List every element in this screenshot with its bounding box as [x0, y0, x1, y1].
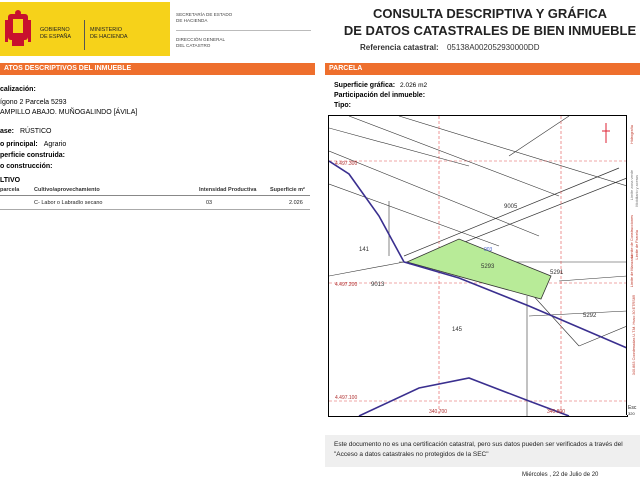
- table-divider: [0, 209, 310, 210]
- tipo-label: Tipo:: [334, 102, 351, 109]
- legend-zona-verde: Límite zona verde: [630, 170, 634, 201]
- coord-label: 340.700: [429, 409, 448, 415]
- table-divider: [0, 195, 310, 196]
- direccion-label: DIRECCIÓN GENERAL DEL CATASTRO: [176, 37, 226, 48]
- parcel-label: 9013: [371, 282, 385, 288]
- government-banner: [0, 2, 170, 56]
- participacion-label: Participación del inmueble:: [334, 92, 426, 99]
- anio-construccion-label: o construcción:: [0, 163, 53, 170]
- ministry-label: MINISTERIO DE HACIENDA: [90, 27, 128, 40]
- parcel-map[interactable]: [328, 115, 628, 417]
- localizacion-label: calización:: [0, 86, 36, 93]
- cultivo-label: LTIVO: [0, 177, 21, 184]
- coord-label: 4.497.300: [335, 161, 358, 167]
- parcel-label: 9005: [504, 204, 518, 210]
- map-canvas: [329, 116, 627, 416]
- clase-field: ase: RÚSTICO: [0, 128, 52, 135]
- north-arrow-icon: [599, 121, 613, 145]
- table-header-cultivo: Cultivo/aprovechamiento: [34, 187, 100, 193]
- legend-hidrografia: Hidrografía: [630, 125, 634, 144]
- coat-of-arms-icon: [4, 10, 32, 50]
- legend-parcela: Límite de Parcela: [635, 230, 639, 260]
- utm-coordinates: 340.863 Coordenadas U.T.M. Huso 30 ETRS89: [632, 295, 636, 376]
- page-title-line1: CONSULTA DESCRIPTIVA Y GRÁFICA: [372, 6, 607, 21]
- notice-text: Este documento no es una certificación catastral, pero sus datos pueden ser verificados a través del "Acceso a datos catastrales no protegidos de la SEC": [334, 441, 623, 458]
- header-logo-area: [0, 0, 315, 58]
- ref-value[interactable]: 05138A002052930000DD: [446, 43, 540, 52]
- coord-label: 4.497.100: [335, 395, 358, 401]
- secretaria-label: SECRETARÍA DE ESTADO DE HACIENDA: [176, 12, 233, 23]
- uso-field: o principal: Agrario: [0, 141, 67, 148]
- parcel-label: 003: [484, 247, 493, 253]
- municipal-boundary: [329, 161, 627, 416]
- coord-label: 340.800: [547, 409, 566, 415]
- coord-label: 4.497.200: [335, 282, 358, 288]
- table-cell-cultivo: C- Labor o Labradío secano: [34, 200, 103, 206]
- scale-label: Esc: [628, 405, 637, 411]
- table-header-parcela: parcela: [0, 187, 20, 193]
- divider: [84, 20, 85, 50]
- superficie-grafica-field: Superficie gráfica: 2.026 m2: [334, 82, 428, 89]
- parcel-label: 145: [452, 327, 463, 333]
- table-cell-intensidad: 03: [206, 200, 213, 206]
- parcel-label: 5293: [481, 264, 495, 270]
- table-header-superficie: Superficie m²: [270, 187, 305, 193]
- ref-label: Referencia catastral:: [360, 43, 439, 52]
- section-header-datos: ATOS DESCRIPTIVOS DEL INMUEBLE: [0, 63, 315, 75]
- table-cell-superficie: 2.026: [289, 200, 303, 206]
- superficie-construida-label: perficie construida:: [0, 152, 65, 159]
- map-legend: [626, 115, 640, 415]
- document-date: Miércoles , 22 de Julio de 20: [522, 472, 599, 478]
- localizacion-line2: AMPILLO ABAJO. MUÑOGALINDO [ÁVILA]: [0, 109, 138, 116]
- divider: [176, 30, 311, 31]
- legend-construcciones: Límite de Construcciones: [630, 215, 634, 258]
- scale-value: 320: [628, 411, 635, 416]
- parcel-label: 141: [359, 247, 370, 253]
- parcel-label: 5291: [550, 270, 564, 276]
- referencia-catastral: [360, 43, 539, 52]
- section-header-parcela: PARCELA: [325, 63, 640, 75]
- legend-manzana: Límite de Manzana: [630, 255, 634, 288]
- government-label: GOBIERNO DE ESPAÑA: [40, 27, 72, 40]
- page-title-line2: DE DATOS CATASTRALES DE BIEN INMUEBLE: [343, 23, 637, 38]
- localizacion-line1: ígono 2 Parcela 5293: [0, 99, 67, 106]
- legend-mobiliario: Mobiliario y aceras: [635, 175, 639, 207]
- parcel-label: 5292: [583, 313, 597, 319]
- table-header-intensidad: Intensidad Productiva: [199, 187, 257, 193]
